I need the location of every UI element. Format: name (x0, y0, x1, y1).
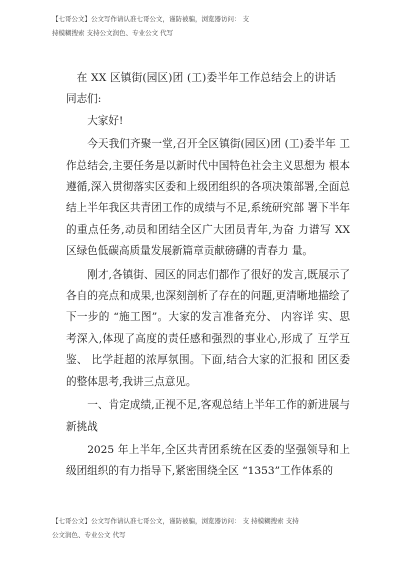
header-line-1: 【七哥公文】公文写作请认准七哥公文，谨防被骗，浏览器访问： 支 (52, 15, 250, 23)
page-footer (52, 514, 352, 542)
document-title: 在 XX 区镇街(园区)团 (工)委半年工作总结会上的讲话 (76, 72, 336, 84)
footer-line-2: 公文润色、专业公文 代写 (52, 531, 126, 539)
page-header (52, 12, 352, 40)
document-body (66, 68, 350, 485)
greeting: 大家好! (87, 114, 124, 127)
section-heading-1: 一、肯定成绩,正视不足,客观总结上半年工作的新进展与新挑战 (66, 399, 350, 433)
footer-line-1: 【七哥公文】公文写作请认准七哥公文，谨防被骗，浏览器访问： 支 持模糊搜索 支持 (52, 517, 299, 525)
salutation: 同志们: (66, 93, 102, 106)
header-line-2: 持模糊搜索 支持公文润色、专业公文 代写 (52, 29, 174, 37)
paragraph-review: 刚才,各镇街、园区的同志们都作了很好的发言,既展示了各自的亮点和成果,也深刻剖析了存在的问题,更清晰地描绘了下一步的 “施工图”。大家的发言准备充分、 内容详 实、思考深入,体现了高度的责任感和强烈的事业心,形成了 互学互鉴、 比学赶超的浓厚氛围。下面,结合大家的汇报和 团区委的整体思考,我讲三点意见。 (66, 268, 350, 388)
paragraph-progress: 2025 年上半年,全区共青团系统在区委的坚强领导和上 级团组织的有力指导下,紧密围绕全区 “1353”工作体系的 (66, 443, 350, 478)
paragraph-intro: 今天我们齐聚一堂,召开全区镇街(园区)团 (工)委半年 工作总结会,主要任务是以新时代中国特色社会主义思想为 根本遵循,深入贯彻落实区委和上级团组织的各项决策部署,全面总结上半年我区共青团工作的成绩与不足,系统研究部 署下半年的重点任务,动员和团结全区广大团员青年,为奋 力谱写 XX 区绿色低碳高质量发展新篇章贡献磅礴的青春力 量。 (66, 138, 350, 258)
